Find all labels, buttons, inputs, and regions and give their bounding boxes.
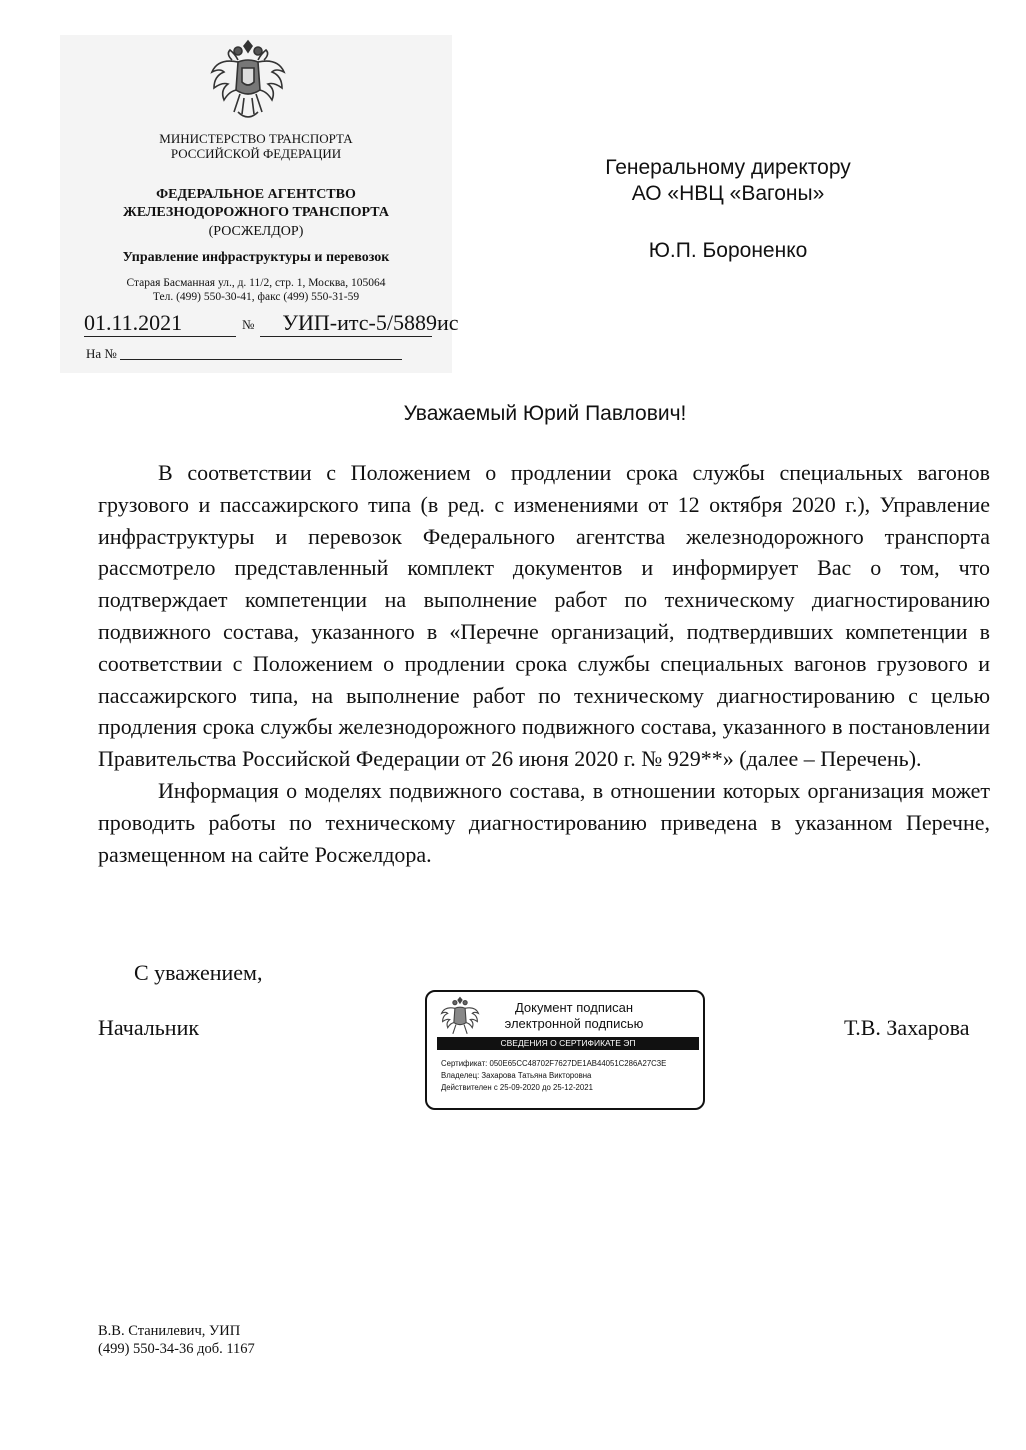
addressee-name: Ю.П. Бороненко xyxy=(648,239,808,262)
signer-name: Т.В. Захарова xyxy=(844,1015,970,1040)
signer-position: Начальник xyxy=(98,1015,200,1040)
ministry-line-1: МИНИСТЕРСТВО ТРАНСПОРТА xyxy=(159,131,353,146)
reference-label: На № xyxy=(86,346,117,361)
ministry-line-2: РОССИЙСКОЙ ФЕДЕРАЦИИ xyxy=(170,146,342,161)
addressee-company: АО «НВЦ «Вагоны» xyxy=(631,182,825,205)
number-label: № xyxy=(242,317,255,332)
body-paragraph-2: Информация о моделях подвижного состава, в отношении которых организация может проводить работы по техническому диагностированию приведена в указанном Перечне, размещенном на сайте Росжелдора. xyxy=(98,777,990,867)
body-paragraph-1: В соответствии с Положением о продлении срока службы специальных вагонов грузового и пассажирского типа (в ред. с изменениями от 12 октября 2020 г.), Управление инфраструктуры и перевозок Федерального агентства железнодорожного транспорта рассмотрело представленный комплект документов и информирует Вас о том, что подтверждает компетенции на выполнение работ по техническому диагностированию подвижного состава, указанного в «Перечне организаций, подтвердивших компетенции в соответствии с Положением о продлении срока службы специальных вагонов грузового и пассажирского типа, на выполнение работ по техническому диагностированию с целью продления срока службы железнодорожного подвижного состава, указанного в постановлении Правительства Российской Федерации от 26 июня 2020 г. № 929**» (далее – Перечень). xyxy=(98,460,990,772)
reference-blank-line xyxy=(120,346,402,360)
executor-phone: (499) 550-34-36 доб. 1167 xyxy=(98,1341,255,1357)
document-number: УИП-итс-5/5889ис xyxy=(260,310,432,337)
reference-row xyxy=(86,346,402,362)
certificate-validity: Действителен с 25-09-2020 до 25-12-2021 xyxy=(441,1083,593,1092)
salutation: Уважаемый Юрий Павлович! xyxy=(403,402,687,425)
agency-line-2: ЖЕЛЕЗНОДОРОЖНОГО ТРАНСПОРТА xyxy=(123,205,389,220)
certificate-number: Сертификат: 050E65CC48702F7627DE1AB44051C286A27C3E xyxy=(441,1059,667,1068)
agency-name xyxy=(60,186,452,222)
address-block xyxy=(60,276,452,304)
electronic-signature-stamp xyxy=(425,990,705,1110)
certificate-owner: Владелец: Захарова Татьяна Викторовна xyxy=(441,1071,592,1080)
signature-stamp-title xyxy=(489,1000,659,1032)
certificate-details xyxy=(441,1058,666,1094)
closing-phrase: С уважением, xyxy=(134,960,263,985)
double-headed-eagle-emblem-icon xyxy=(208,38,288,128)
letter-body xyxy=(98,457,990,870)
department-name: Управление инфраструктуры и перевозок xyxy=(122,250,390,265)
stamp-title-line-1: Документ подписан xyxy=(514,1000,634,1015)
document-date: 01.11.2021 xyxy=(84,310,236,337)
executor-footer xyxy=(98,1322,255,1358)
executor-name: В.В. Станилевич, УИП xyxy=(98,1323,241,1339)
addressee-position: Генеральному директору xyxy=(605,156,851,179)
agency-short-name: (РОСЖЕЛДОР) xyxy=(208,224,304,239)
ministry-name xyxy=(60,131,452,161)
addressee-block xyxy=(580,155,876,264)
registration-row xyxy=(84,310,459,337)
address-line: Старая Басманная ул., д. 11/2, стр. 1, Москва, 105064 xyxy=(126,277,386,289)
agency-line-1: ФЕДЕРАЛЬНОЕ АГЕНТСТВО xyxy=(156,187,356,202)
phones-line: Тел. (499) 550-30-41, факс (499) 550-31-59 xyxy=(152,291,360,303)
certificate-info-bar: СВЕДЕНИЯ О СЕРТИФИКАТЕ ЭП xyxy=(437,1037,699,1050)
double-headed-eagle-emblem-icon xyxy=(439,996,481,1042)
stamp-title-line-2: электронной подписью xyxy=(504,1016,644,1031)
